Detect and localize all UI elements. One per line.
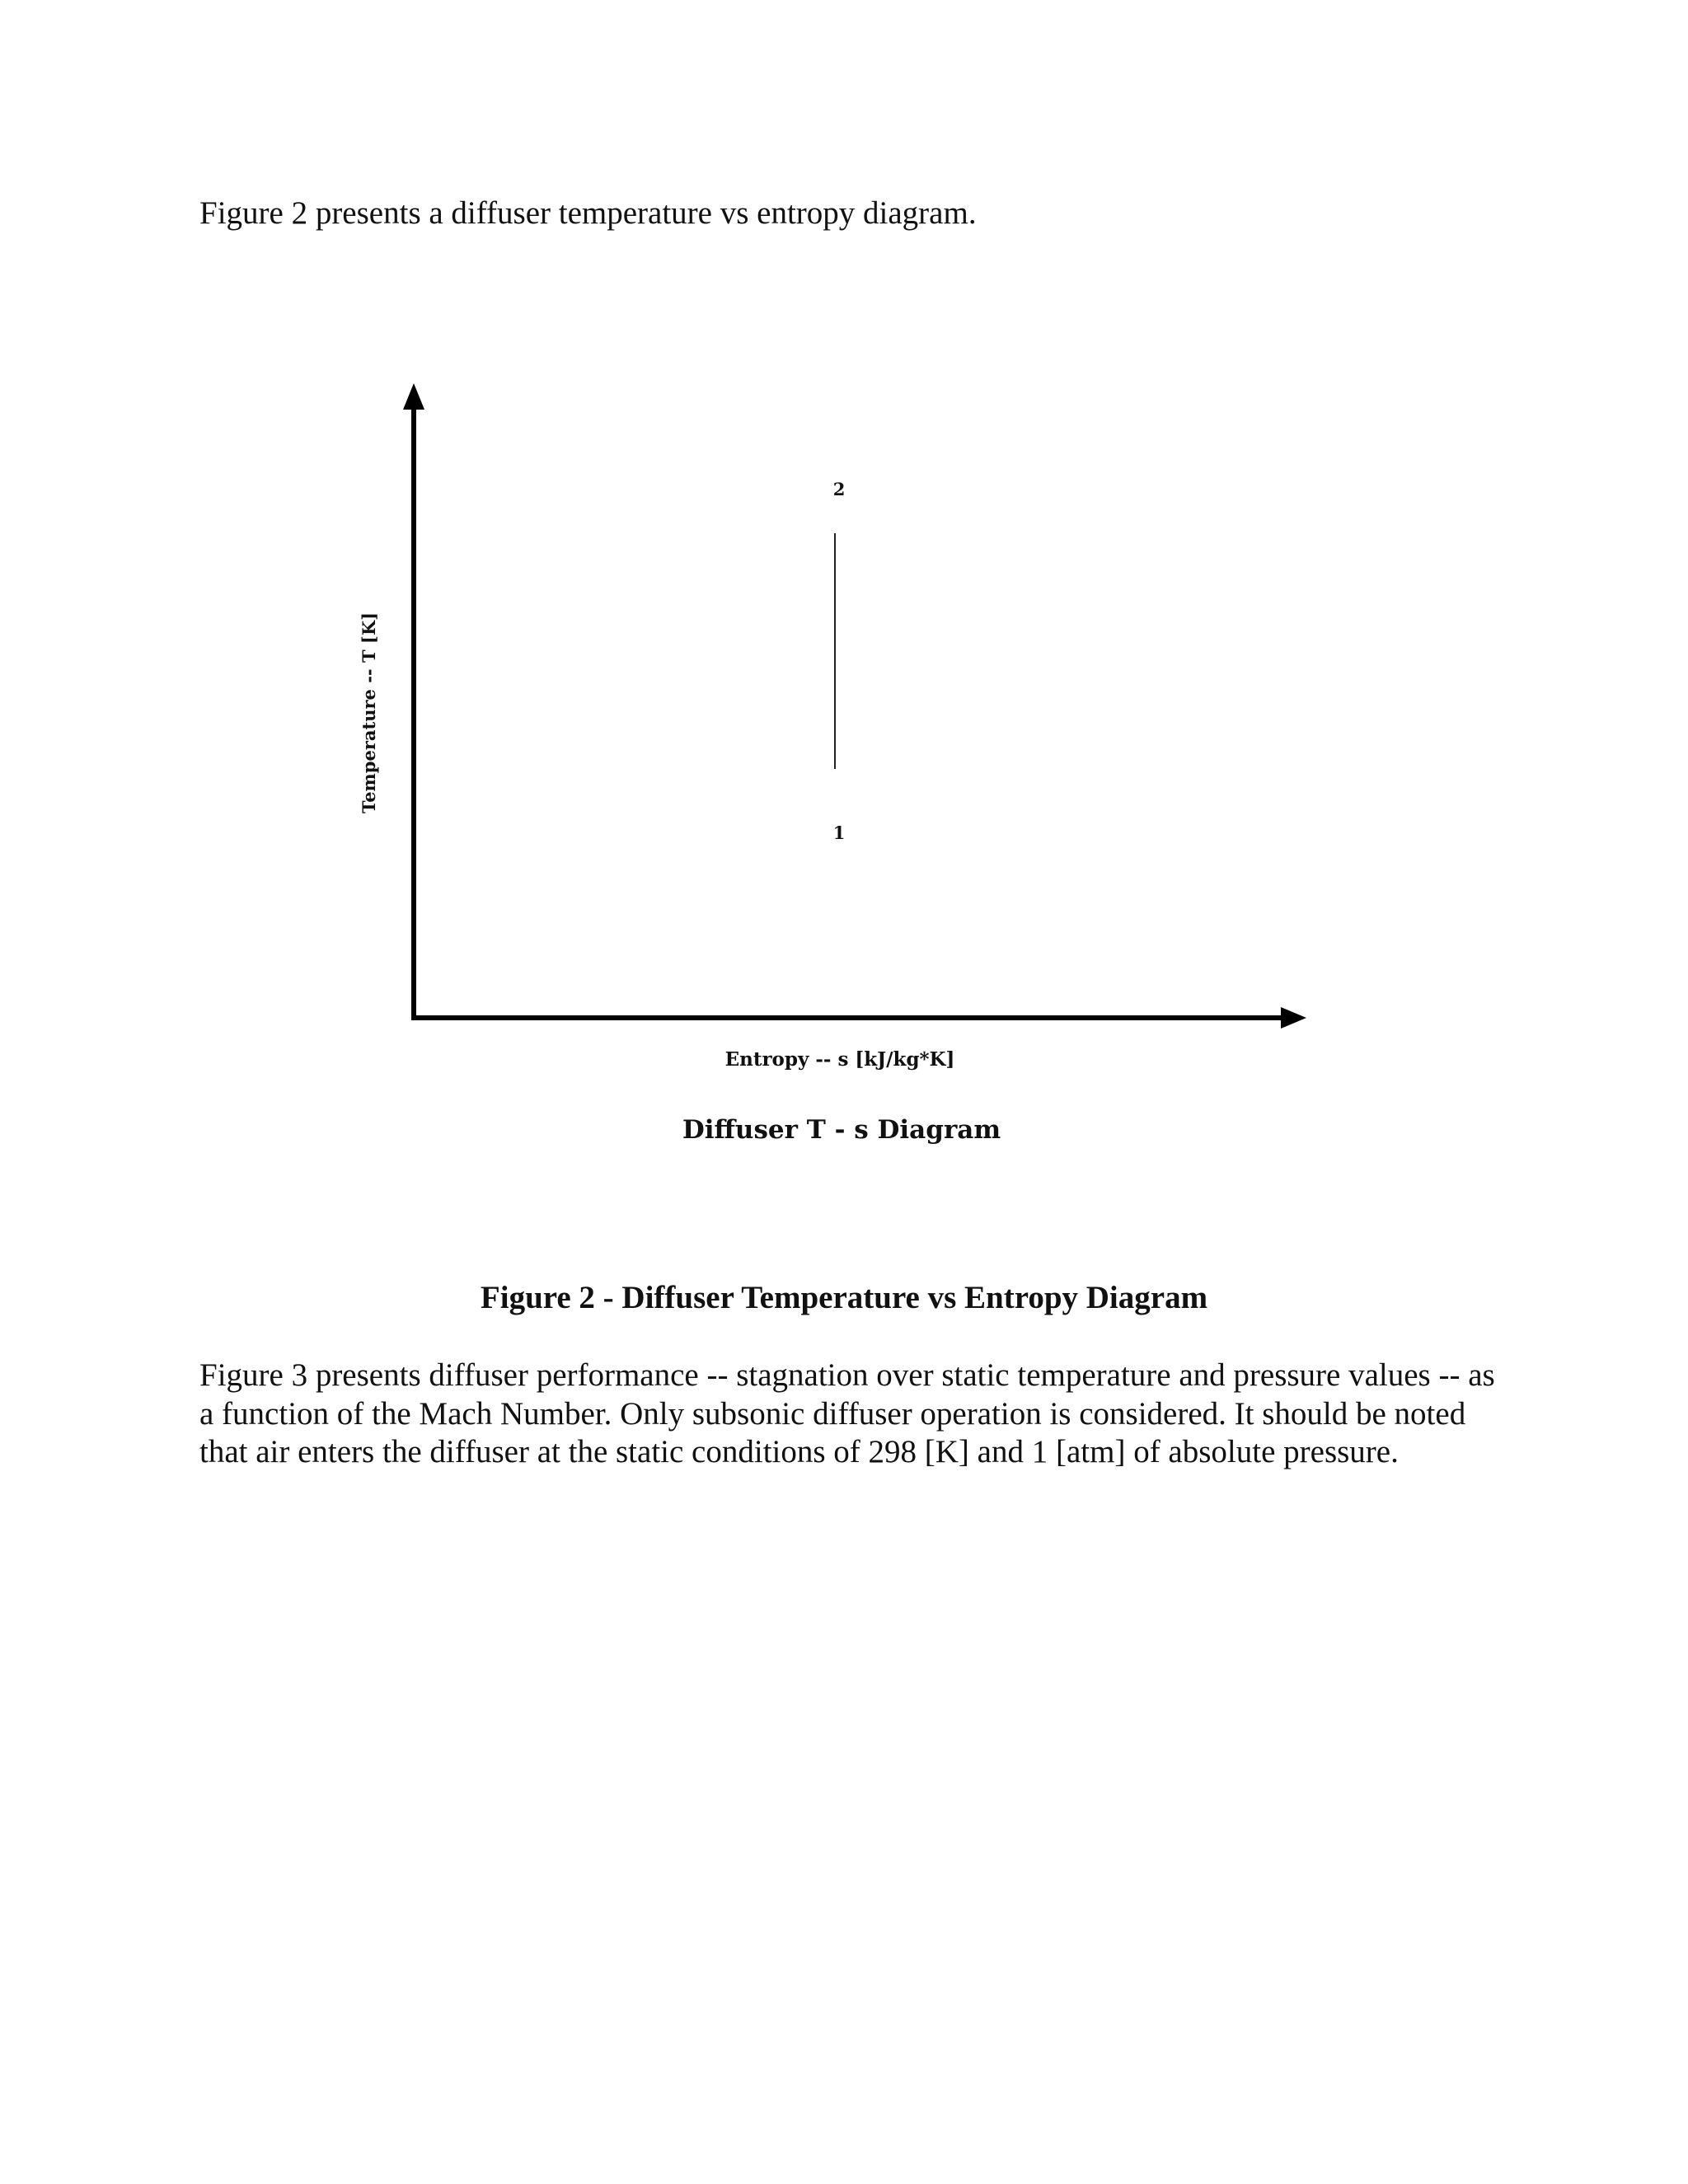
figure-caption: Figure 2 - Diffuser Temperature vs Entropy Diagram	[480, 1280, 1208, 1315]
x-axis-arrow-icon	[1281, 1007, 1306, 1029]
intro-paragraph: Figure 2 presents a diffuser temperature vs entropy diagram.	[199, 195, 977, 231]
state-2-label: 2	[832, 479, 846, 499]
y-axis-arrow-icon	[403, 383, 424, 410]
x-axis-label: Entropy -- s [kJ/kg*K]	[724, 1048, 955, 1071]
state-1-label: 1	[832, 823, 846, 843]
y-axis-label: Temperature -- T [K]	[359, 612, 379, 814]
body-paragraph: Figure 3 presents diffuser performance -- stagnation over static temperature and pressure values -- as a function of the Mach Number. Only subsonic diffuser operation is considered. It should be noted that air enters the diffuser at the static conditions of 298 [K] and 1 [atm] of absolute pressure.	[199, 1357, 1495, 1469]
diagram-title: Diffuser T - s Diagram	[682, 1115, 1001, 1145]
